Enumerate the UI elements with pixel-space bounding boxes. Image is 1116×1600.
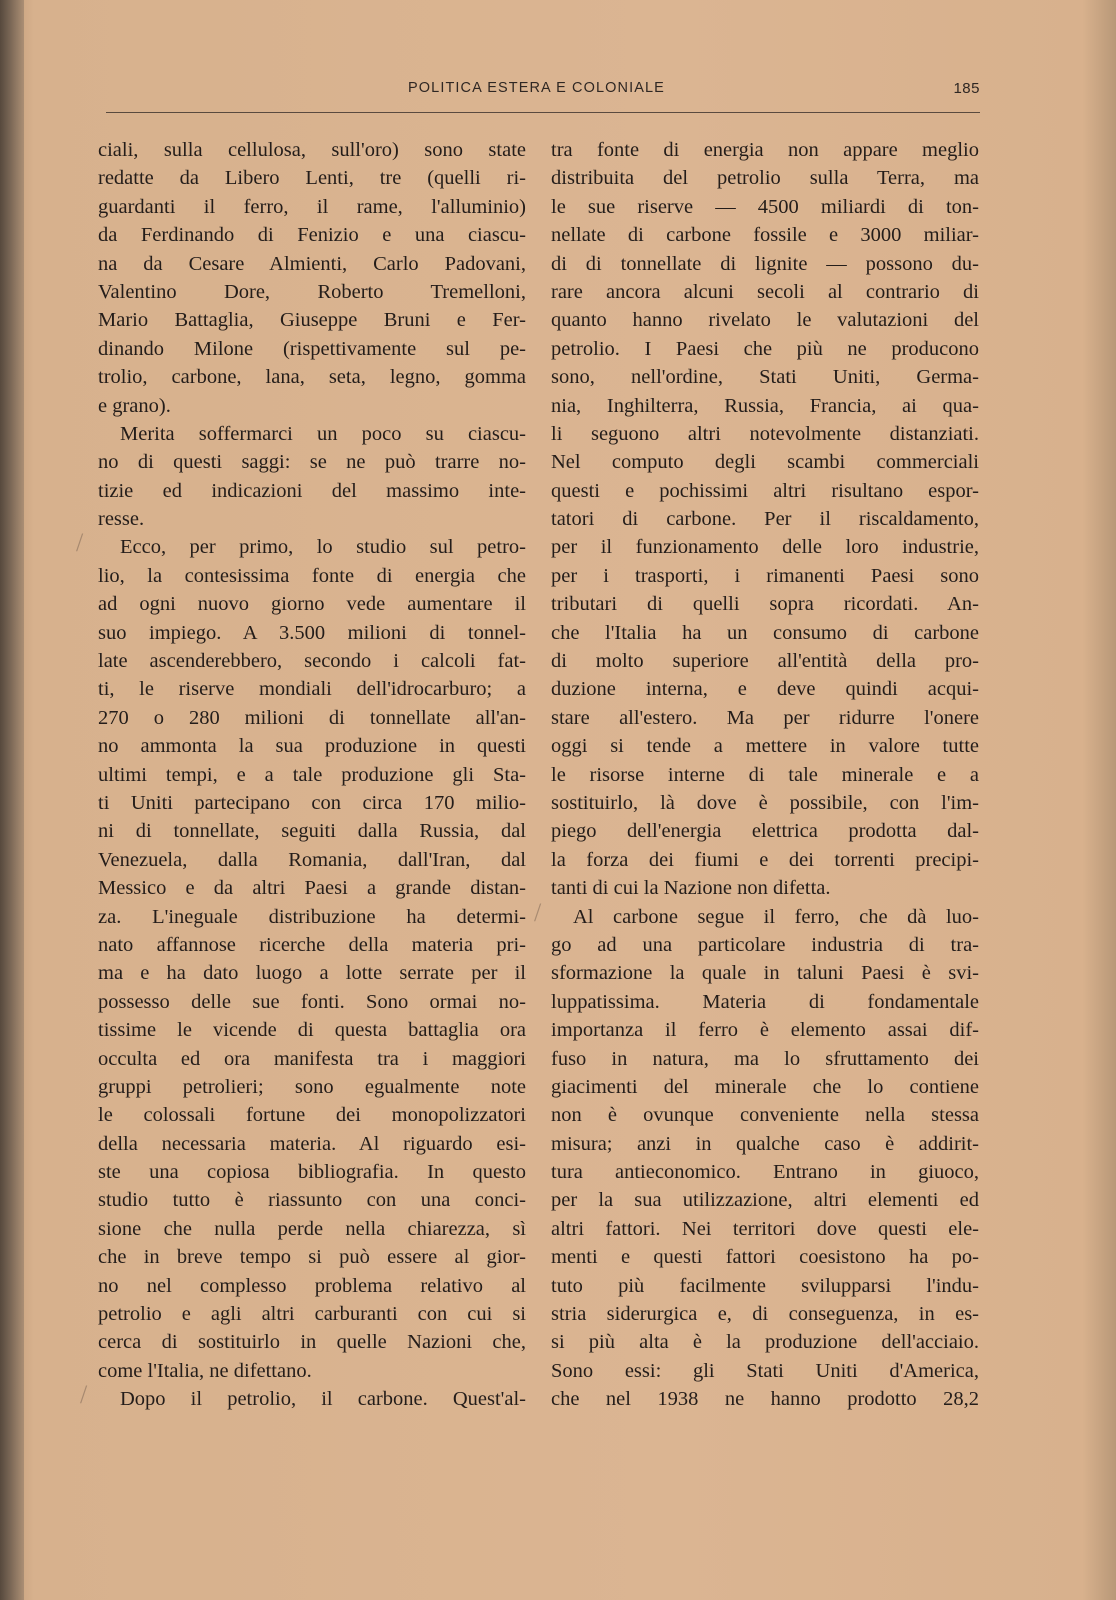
text-line: tanti di cui la Nazione non difetta.: [551, 877, 831, 900]
text-line: ultimi tempi, e a tale produzione gli Sta-: [98, 763, 526, 786]
text-line: petrolio e agli altri carburanti con cui si: [98, 1303, 526, 1326]
text-line: menti e questi fattori coesistono ha po-: [551, 1246, 979, 1269]
text-line: Valentino Dore, Roberto Tremelloni,: [98, 280, 526, 303]
text-line: 270 o 280 milioni di tonnellate all'an-: [98, 706, 526, 729]
running-title: POLITICA ESTERA E COLONIALE: [408, 80, 665, 96]
text-line: no di questi saggi: se ne può trarre no-: [98, 451, 526, 474]
text-line: per la sua utilizzazione, altri elementi ed: [551, 1189, 979, 1212]
text-line: che in breve tempo si può essere al gior-: [98, 1246, 526, 1269]
text-line: per il funzionamento delle loro industrie,: [551, 536, 979, 559]
text-line: studio tutto è riassunto con una conci-: [98, 1189, 526, 1212]
text-line: Nel computo degli scambi commerciali: [551, 451, 979, 474]
text-line: importanza il ferro è elemento assai dif-: [551, 1019, 979, 1042]
text-line: ma e ha dato luogo a lotte serrate per il: [98, 962, 526, 985]
text-line: possesso delle sue fonti. Sono ormai no-: [98, 990, 526, 1013]
text-line: za. L'ineguale distribuzione ha determi-: [98, 905, 526, 928]
text-line: trolio, carbone, lana, seta, legno, gomma: [98, 366, 526, 389]
text-line: tizie ed indicazioni del massimo inte-: [98, 479, 526, 502]
text-line: Dopo il petrolio, il carbone. Quest'al-: [120, 1388, 526, 1411]
margin-pencil-mark: /: [76, 528, 84, 557]
text-line: no ammonta la sua produzione in questi: [98, 735, 526, 758]
text-line: che nel 1938 ne hanno prodotto 28,2: [551, 1388, 979, 1411]
text-line: luppatissima. Materia di fondamentale: [551, 990, 979, 1013]
right-text-column: [551, 136, 979, 1414]
text-line: per i trasporti, i rimanenti Paesi sono: [551, 564, 979, 587]
text-line: nellate di carbone fossile e 3000 miliar-: [551, 224, 979, 247]
text-line: duzione interna, e deve quindi acqui-: [551, 678, 979, 701]
text-line: Sono essi: gli Stati Uniti d'America,: [551, 1359, 979, 1382]
text-line: occulta ed ora manifesta tra i maggiori: [98, 1047, 526, 1070]
text-line: ad ogni nuovo giorno vede aumentare il: [98, 593, 526, 616]
text-line: rare ancora alcuni secoli al contrario di: [551, 280, 979, 303]
text-line: ste una copiosa bibliografia. In questo: [98, 1161, 526, 1184]
text-line: altri fattori. Nei territori dove questi ele-: [551, 1217, 979, 1240]
text-line: Merita soffermarci un poco su ciascu-: [120, 422, 526, 445]
text-line: tra fonte di energia non appare meglio: [551, 139, 979, 161]
text-line: ciali, sulla cellulosa, sull'oro) sono state: [98, 139, 526, 161]
text-line: si più alta è la produzione dell'acciaio.: [551, 1331, 979, 1354]
text-line: che l'Italia ha un consumo di carbone: [551, 621, 979, 644]
text-line: di di tonnellate di lignite — possono du-: [551, 252, 979, 275]
text-line: Mario Battaglia, Giuseppe Bruni e Fer-: [98, 309, 526, 332]
text-line: tuto più facilmente svilupparsi l'indu-: [551, 1274, 979, 1297]
text-line: distribuita del petrolio sulla Terra, ma: [551, 167, 979, 190]
text-line: sione che nulla perde nella chiarezza, sì: [98, 1217, 526, 1240]
text-line: lio, la contesissima fonte di energia che: [98, 564, 526, 587]
text-line: le colossali fortune dei monopolizzatori: [98, 1104, 526, 1127]
text-line: della necessaria materia. Al riguardo esi-: [98, 1132, 526, 1155]
text-line: quanto hanno rivelato le valutazioni del: [551, 309, 979, 332]
text-line: le sue riserve — 4500 miliardi di ton-: [551, 195, 979, 218]
margin-pencil-mark: /: [80, 1380, 88, 1409]
text-line: questi e pochissimi altri risultano espor-: [551, 479, 979, 502]
text-line: dinando Milone (rispettivamente sul pe-: [98, 337, 526, 360]
text-line: Ecco, per primo, lo studio sul petro-: [120, 536, 526, 559]
text-line: e grano).: [98, 394, 171, 417]
text-line: giacimenti del minerale che lo contiene: [551, 1075, 979, 1098]
text-line: no nel complesso problema relativo al: [98, 1274, 526, 1297]
text-line: li seguono altri notevolmente distanziati.: [551, 422, 979, 445]
text-line: sostituirlo, là dove è possibile, con l'im-: [551, 791, 979, 814]
book-spine-shadow: [0, 0, 24, 1600]
text-line: sono, nell'ordine, Stati Uniti, Germa-: [551, 366, 979, 389]
text-line: Venezuela, dalla Romania, dall'Iran, dal: [98, 848, 526, 871]
text-line: gruppi petrolieri; sono egualmente note: [98, 1075, 526, 1098]
text-line: la forza dei fiumi e dei torrenti precipi-: [551, 848, 979, 871]
text-line: guardanti il ferro, il rame, l'alluminio): [98, 195, 526, 218]
text-line: suo impiego. A 3.500 milioni di tonnel-: [98, 621, 526, 644]
text-line: tura antieconomico. Entrano in giuoco,: [551, 1161, 979, 1184]
text-line: cerca di sostituirlo in quelle Nazioni che,: [98, 1331, 526, 1354]
text-line: sformazione la quale in taluni Paesi è svi-: [551, 962, 979, 985]
text-line: ni di tonnellate, seguiti dalla Russia, dal: [98, 820, 526, 843]
text-line: Messico e da altri Paesi a grande distan-: [98, 877, 526, 900]
text-line: come l'Italia, ne difettano.: [98, 1359, 312, 1382]
text-line: stare all'estero. Ma per ridurre l'onere: [551, 706, 979, 729]
text-line: misura; anzi in qualche caso è addirit-: [551, 1132, 979, 1155]
page-number: 185: [953, 80, 980, 97]
text-line: ti, le riserve mondiali dell'idrocarburo; a: [98, 678, 526, 701]
text-line: fuso in natura, ma lo sfruttamento dei: [551, 1047, 979, 1070]
text-line: stria siderurgica e, di conseguenza, in es-: [551, 1303, 979, 1326]
text-line: go ad una particolare industria di tra-: [551, 933, 979, 956]
text-line: piego dell'energia elettrica prodotta dal-: [551, 820, 979, 843]
page-header: [408, 80, 980, 102]
text-line: nia, Inghilterra, Russia, Francia, ai qua-: [551, 394, 979, 417]
text-line: petrolio. I Paesi che più ne producono: [551, 337, 979, 360]
text-line: na da Cesare Almienti, Carlo Padovani,: [98, 252, 526, 275]
margin-pencil-mark: /: [534, 898, 542, 927]
text-line: late ascenderebbero, secondo i calcoli fat-: [98, 650, 526, 673]
text-line: tatori di carbone. Per il riscaldamento,: [551, 508, 979, 531]
text-line: tributari di quelli sopra ricordati. An-: [551, 593, 979, 616]
text-line: le risorse interne di tale minerale e a: [551, 763, 979, 786]
text-line: Al carbone segue il ferro, che dà luo-: [573, 905, 979, 928]
text-line: resse.: [98, 508, 145, 531]
text-line: redatte da Libero Lenti, tre (quelli ri-: [98, 167, 526, 190]
text-line: tissime le vicende di questa battaglia ora: [98, 1019, 526, 1042]
text-line: di molto superiore all'entità della pro-: [551, 650, 979, 673]
text-line: non è ovunque conveniente nella stessa: [551, 1104, 979, 1127]
text-line: oggi si tende a mettere in valore tutte: [551, 735, 979, 758]
text-line: da Ferdinando di Fenizio e una ciascu-: [98, 224, 526, 247]
header-rule: [106, 112, 980, 113]
left-text-column: [98, 136, 526, 1414]
text-line: ti Uniti partecipano con circa 170 milio-: [98, 791, 526, 814]
text-line: nato affannose ricerche della materia pri-: [98, 933, 526, 956]
